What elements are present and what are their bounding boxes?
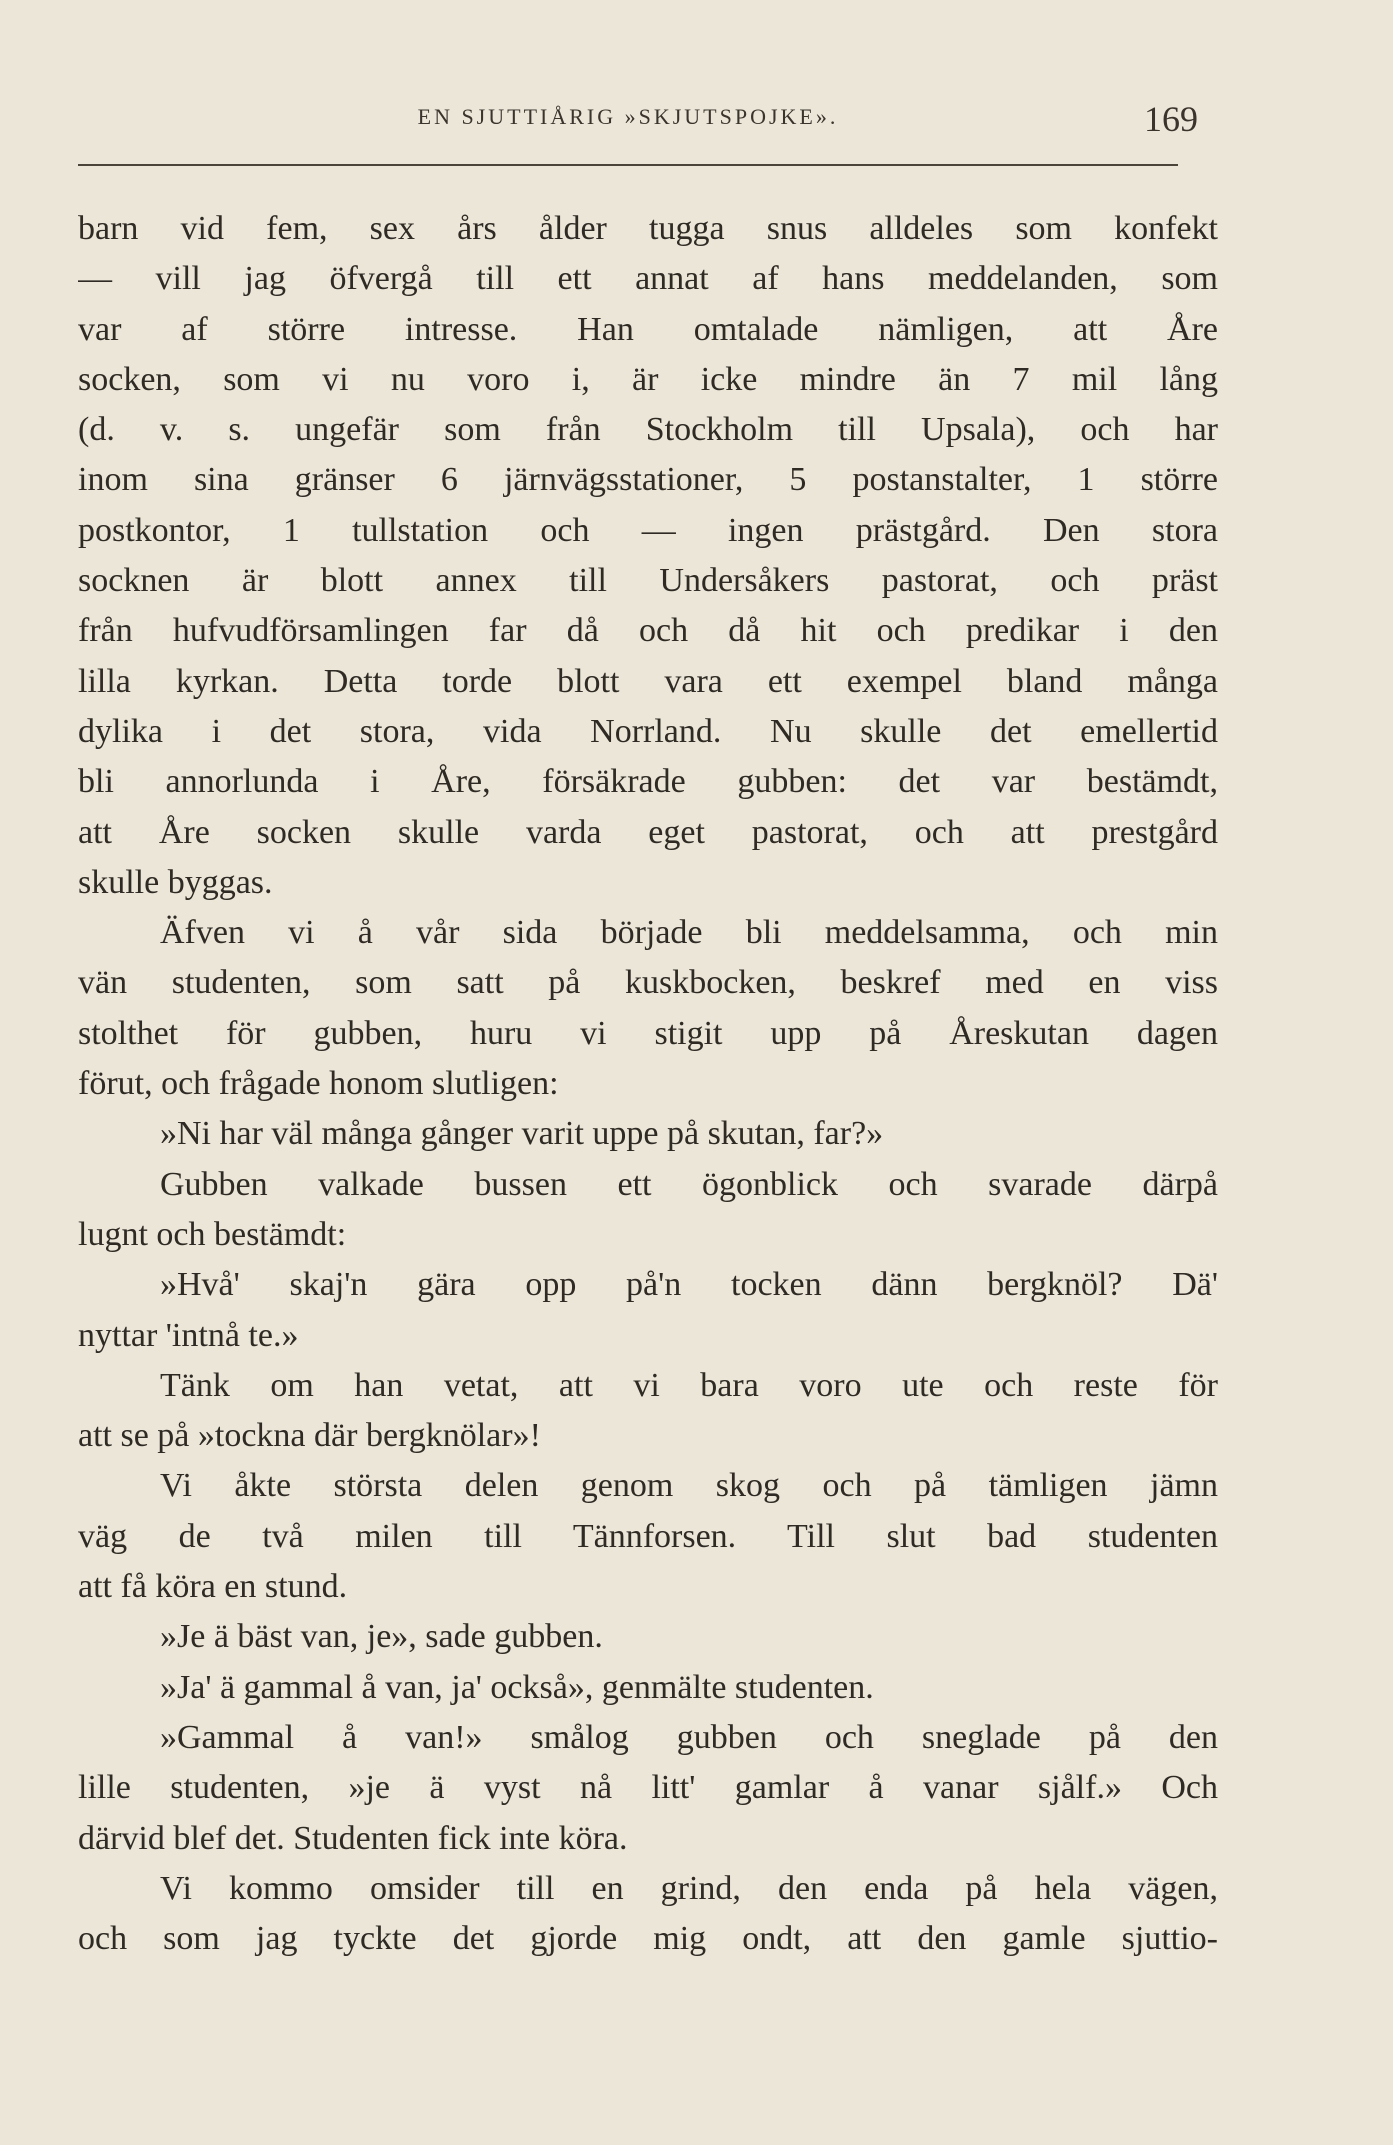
text-line: postkontor, 1 tullstation och — ingen prästgård. Den stora	[78, 511, 1218, 549]
page-header	[78, 98, 1198, 139]
text-line: — vill jag öfvergå till ett annat af hans meddelanden, som	[78, 260, 1218, 298]
text-line: dylika i det stora, vida Norrland. Nu skulle det emellertid	[78, 712, 1218, 750]
text-line: lilla kyrkan. Detta torde blott vara ett exempel bland många	[78, 662, 1218, 700]
text-line: »Hvå' skaj'n gära opp på'n tocken dänn bergknöl? Dä'	[160, 1266, 1218, 1304]
header-rule	[78, 164, 1178, 166]
page-number: 169	[1144, 99, 1198, 139]
running-title: EN SJUTTIÅRIG »SKJUTSPOJKE».	[417, 104, 839, 129]
text-line: »Ja' ä gammal å van, ja' också», genmälte studenten.	[160, 1668, 874, 1706]
text-line: barn vid fem, sex års ålder tugga snus alldeles som konfekt	[78, 210, 1218, 247]
text-line: inom sina gränser 6 järnvägsstationer, 5 postanstalter, 1 större	[78, 461, 1218, 499]
text-line: att Åre socken skulle varda eget pastorat, och att prestgård	[78, 813, 1218, 851]
text-line: Tänk om han vetat, att vi bara voro ute och reste för	[160, 1366, 1218, 1404]
text-line: att se på »tockna där bergknölar»!	[78, 1417, 541, 1455]
text-line: skulle byggas.	[78, 863, 273, 901]
text-line: »Gammal å van!» smålog gubben och sneglade på den	[160, 1718, 1218, 1756]
text-line: Vi kommo omsider till en grind, den enda på hela vägen,	[160, 1869, 1218, 1907]
text-line: stolthet för gubben, huru vi stigit upp på Åreskutan dagen	[78, 1014, 1218, 1052]
text-line: från hufvudförsamlingen far då och då hit och predikar i den	[78, 612, 1218, 650]
text-line: bli annorlunda i Åre, försäkrade gubben: det var bestämdt,	[78, 763, 1218, 801]
text-line: »Ni har väl många gånger varit uppe på skutan, far?»	[160, 1115, 884, 1153]
text-line: lugnt och bestämdt:	[78, 1215, 347, 1253]
text-line: (d. v. s. ungefär som från Stockholm till Upsala), och har	[78, 411, 1218, 449]
body-text	[78, 204, 1218, 1964]
text-line: socknen är blott annex till Undersåkers pastorat, och präst	[78, 562, 1218, 600]
text-line: socken, som vi nu voro i, är icke mindre än 7 mil lång	[78, 360, 1218, 398]
text-line: Vi åkte största delen genom skog och på tämligen jämn	[160, 1467, 1218, 1505]
text-line: vän studenten, som satt på kuskbocken, beskref med en viss	[78, 964, 1218, 1002]
text-line: väg de två milen till Tännforsen. Till slut bad studenten	[78, 1517, 1218, 1555]
text-line: Gubben valkade bussen ett ögonblick och svarade därpå	[160, 1165, 1218, 1203]
text-line: var af större intresse. Han omtalade nämligen, att Åre	[78, 310, 1218, 348]
text-line: och som jag tyckte det gjorde mig ondt, att den gamle sjuttio-	[78, 1920, 1218, 1958]
text-line: nyttar 'intnå te.»	[78, 1316, 299, 1354]
text-line: »Je ä bäst van, je», sade gubben.	[160, 1618, 603, 1656]
text-line: förut, och frågade honom slutligen:	[78, 1065, 559, 1103]
text-line: att få köra en stund.	[78, 1568, 348, 1606]
text-line: Äfven vi å vår sida började bli meddelsamma, och min	[160, 914, 1218, 952]
text-line: lille studenten, »je ä vyst nå litt' gamlar å vanar sjålf.» Och	[78, 1769, 1218, 1807]
text-line: därvid blef det. Studenten fick inte köra.	[78, 1819, 628, 1857]
